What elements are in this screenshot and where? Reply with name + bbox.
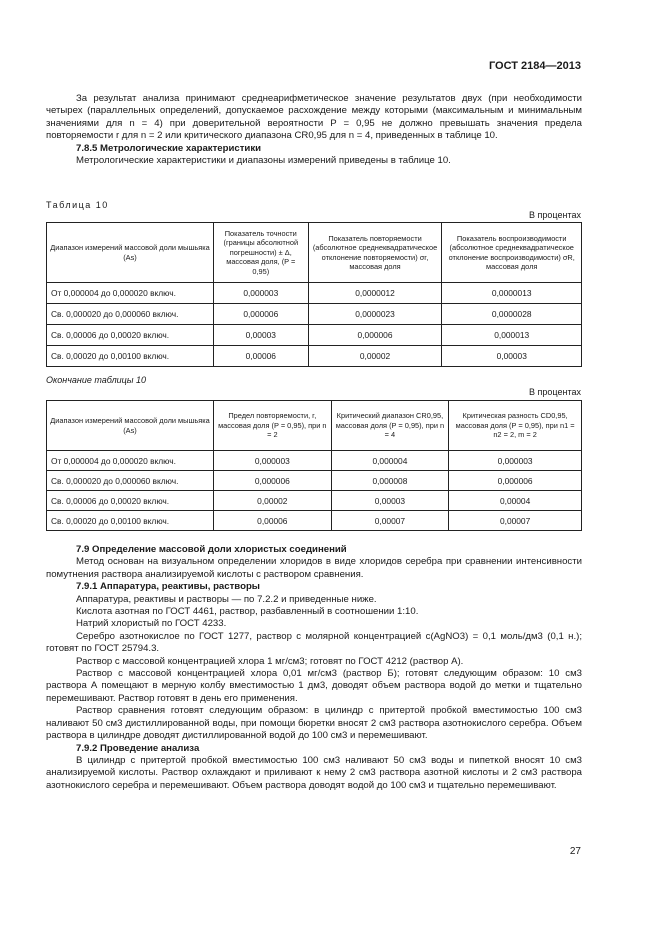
table-10-end-header: Критический диапазон CR0,95, массовая доля (P = 0,95), при n = 4 [331, 401, 449, 451]
table-10-end-unit: В процентах [529, 387, 581, 397]
section-7-9-2-text: В цилиндр с притертой пробкой вместимостью 100 см3 наливают 50 см3 воды и пипеткой вносят 10 см3 анализируемой кислоты. Раствор охлаждают и приливают к нему 2 см3 раствора азотной кислоты и 2 см3 раствора азотнокислого серебра и перемешивают. Объем раствора доводят водой до 100 см3 и тщательно перемешивают. [46, 754, 582, 791]
table-cell: 0,0000023 [308, 304, 442, 325]
table-cell: Св. 0,00006 до 0,00020 включ. [47, 325, 214, 346]
table-cell: 0,00003 [442, 346, 582, 367]
section-7-9-1-line: Натрий хлористый по ГОСТ 4233. [76, 618, 227, 630]
table-cell: 0,000003 [214, 451, 332, 471]
table-10-end-header: Критическая разность CD0,95, массовая доля (P = 0,95), при n1 = n2 = 2, m = 2 [449, 401, 582, 451]
table-cell: 0,00006 [214, 511, 332, 531]
table-10-end-caption: Окончание таблицы 10 [46, 375, 146, 385]
table-row [47, 304, 582, 325]
section-7-9-1-line: Аппаратура, реактивы и растворы — по 7.2.2 и приведенные ниже. [76, 593, 377, 605]
section-7-9-1-heading: 7.9.1 Аппаратура, реактивы, растворы [76, 581, 260, 593]
table-10-unit: В процентах [529, 210, 581, 220]
table-10 [46, 222, 582, 367]
table-cell: Св. 0,00006 до 0,00020 включ. [47, 491, 214, 511]
table-row [47, 325, 582, 346]
table-cell: 0,000006 [214, 304, 309, 325]
table-cell: Св. 0,000020 до 0,000060 включ. [47, 304, 214, 325]
table-cell: 0,00006 [214, 346, 309, 367]
table-cell: 0,00007 [331, 511, 449, 531]
table-cell: 0,00002 [308, 346, 442, 367]
section-7-9-block [46, 544, 582, 792]
table-cell: 0,00003 [331, 491, 449, 511]
table-10-header: Показатель воспроизводимости (абсолютное среднеквадратическое отклонение воспроизводимости) σR, массовая доля [442, 223, 582, 283]
table-10-header: Показатель точности (границы абсолютной погрешности) ± Δ, массовая доля, (P = 0,95) [214, 223, 309, 283]
table-cell: 0,000006 [449, 471, 582, 491]
section-7-9-1-line: Раствор с массовой концентрацией хлора 0,01 мг/см3 (раствор Б); готовят следующим образом: 10 см3 раствора А помещают в мерную колбу вместимостью 1 дм3, доводят объем раствора водой до метки и тщательно перемешивают. Раствор готовят в день его применения. [46, 668, 582, 704]
table-row [47, 491, 582, 511]
page-number: 27 [569, 846, 581, 857]
table-cell: От 0,000004 до 0,000020 включ. [47, 451, 214, 471]
table-10-header-row [47, 223, 582, 283]
table-row [47, 511, 582, 531]
intro-paragraph-block [46, 93, 582, 167]
table-cell: 0,0000028 [442, 304, 582, 325]
table-cell: 0,00002 [214, 491, 332, 511]
table-cell: 0,000004 [331, 451, 449, 471]
table-cell: Св. 0,000020 до 0,000060 включ. [47, 471, 214, 491]
table-cell: 0,000006 [214, 471, 332, 491]
section-7-9-1-line: Раствор сравнения готовят следующим образом: в цилиндр с притертой пробкой вместимостью 100 см3 наливают 50 см3 дистиллированной воды, при помощи бюретки вносят 2 см3 раствора азотнокислого серебра. Объем раствора в цилиндре доводят дистиллированной водой до 100 см3 и перемешивают. [46, 705, 582, 742]
section-7-9-heading: 7.9 Определение массовой доли хлористых соединений [76, 544, 347, 555]
table-10-caption: Таблица 10 [46, 200, 109, 210]
table-cell: 0,0000012 [308, 283, 442, 304]
table-cell: 0,000003 [449, 451, 582, 471]
table-cell: От 0,000004 до 0,000020 включ. [47, 283, 214, 304]
table-cell: 0,000006 [308, 325, 442, 346]
table-10-header: Диапазон измерений массовой доли мышьяка (As) [47, 223, 214, 283]
section-7-9-1-line: Кислота азотная по ГОСТ 4461, раствор, разбавленный в соотношении 1:10. [76, 606, 419, 618]
section-7-8-5-heading: 7.8.5 Метрологические характеристики [76, 142, 262, 154]
table-10-end-header: Диапазон измерений массовой доли мышьяка (As) [47, 401, 214, 451]
table-10-header: Показатель повторяемости (абсолютное среднеквадратическое отклонение повторяемости) σr, массовая доля [308, 223, 442, 283]
table-10-end-header-row [47, 401, 582, 451]
table-row [47, 346, 582, 367]
document-header: ГОСТ 2184—2013 [488, 60, 581, 72]
intro-paragraph: За результат анализа принимают среднеарифметическое значение результатов двух (при необходимости четырех (параллельных определений, допускаемое расхождение между которыми (максимальным и минимальным значениями для n = 4) при доверительной вероятности P = 0,95 не должно превышать значения предела повторяемости r для n = 2 или критического диапазона CR0,95 для n = 4, приведенных в таблице 10. [46, 93, 582, 142]
table-cell: 0,000013 [442, 325, 582, 346]
section-7-9-2-heading: 7.9.2 Проведение анализа [76, 742, 200, 754]
section-7-9-text: Метод основан на визуальном определении хлоридов в виде хлоридов серебра при сравнении интенсивности помутнения раствора анализируемой кислоты с раствором сравнения. [46, 556, 582, 580]
table-cell: 0,000008 [331, 471, 449, 491]
table-10-end [46, 400, 582, 531]
table-row [47, 471, 582, 491]
table-cell: 0,00003 [214, 325, 309, 346]
table-row [47, 283, 582, 304]
table-cell: 0,00007 [449, 511, 582, 531]
table-cell: 0,00004 [449, 491, 582, 511]
section-7-9-1-line: Серебро азотнокислое по ГОСТ 1277, раствор с молярной концентрацией c(AgNO3) = 0,1 моль/дм3 (0,1 н.); готовят по ГОСТ 25794.3. [46, 630, 582, 655]
table-cell: Св. 0,00020 до 0,00100 включ. [47, 346, 214, 367]
section-7-9-1-line: Раствор с массовой концентрацией хлора 1 мг/см3; готовят по ГОСТ 4212 (раствор А). [76, 655, 464, 667]
section-7-8-5-text: Метрологические характеристики и диапазоны измерений приведены в таблице 10. [76, 155, 451, 167]
table-cell: Св. 0,00020 до 0,00100 включ. [47, 511, 214, 531]
table-row [47, 451, 582, 471]
table-cell: 0,000003 [214, 283, 309, 304]
table-cell: 0,0000013 [442, 283, 582, 304]
table-10-end-header: Предел повторяемости, r, массовая доля (P = 0,95), при n = 2 [214, 401, 332, 451]
